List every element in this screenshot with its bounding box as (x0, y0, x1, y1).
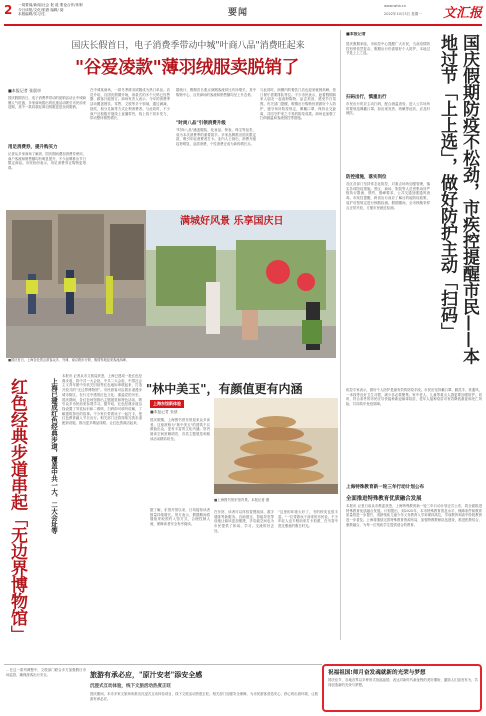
body-text-block: 记者从多家商场了解到，国庆期间叠加消费券使用，商户客流和销售额均有明显提升，不少品牌推出节日限定商品。市民纷纷表示，用足消费券让购物更划算。 (8, 152, 86, 171)
body-text-block: 国庆佳节，各地各界以多种形式祝福祖国，表达对新时代新征程的美好期盼，激励人们奋发有为，共同创造新的光荣与梦想。 (328, 678, 478, 687)
right-subhead: 防控措施，落实到位 (346, 175, 387, 180)
top-links (18, 3, 138, 17)
lead-subhead: "时尚八品"引领消费升级 (176, 121, 226, 126)
photo-caption: ■国庆首日，上海各处景点游客众多，外滩、南京路步行街、豫园等地迎来客流高峰。 (8, 358, 129, 362)
lead-subhead: 用足消费券，提升购买力 (8, 145, 58, 150)
bottom-subhead: 沉浸式互动体验，线下文旅活动热度正旺 (90, 684, 171, 689)
body-text-block: 市民出行时应主动扫码，配合测温查验，进入公共场所时要规范佩戴口罩。如出现发热、咳嗽等症状，应及时就医。 (346, 102, 430, 116)
street-photo (6, 210, 336, 358)
top-link-line[interactable]: 一周要闻/新闻/社会 报 道 要论合作/体制 (18, 3, 83, 7)
body-text-block: 国庆假期来临，市疾控中心提醒广大市民，当前疫情防控形势依然复杂，假期出行仍需做好个人防护，本地过节是上上之选。 (346, 42, 430, 56)
lead-byline: ■本报记者 张晨卓 (8, 88, 42, 93)
body-text-block: "时尚八品"涵盖服装、化妆品、钟表、珠宝等品类，成为本次消费季的重要抓手。多家品牌推出国庆限定款，吸引年轻消费者打卡。业内人士指出，消费升级趋势明显，品质消费、个性消费正成为新的增长点。 (176, 128, 256, 147)
body-text-block: 据统计，假期首日重点商圈客流同比有所增长，其中购物中心、百货商场的客流和销售额均呈上升态势。 (176, 88, 256, 97)
left-vertical-subhead: 上海已建成红色经典步道，覆盖中共一大、二大会址等 (50, 378, 58, 534)
right-subhead: 全面推进特殊教育优质融合发展 (346, 496, 422, 502)
highlighted-article-headline[interactable]: 祝福祖国!师月奋发魂就新的光荣与梦想 (328, 670, 426, 676)
bottom-headline: 旅游有承必应，"原汁安老"添安全感 (90, 670, 203, 679)
body-text-block: 国庆假期首日，电子消费季带动的促销活动让中城商圈人气旺盛，多家商场推出的优惠活动吸引市民前来选购，其中一款同款轻薄羽绒服更是卖到脱销。 (8, 96, 86, 110)
divider (4, 664, 322, 665)
body-text-block: 国庆假期，上海图书馆东馆迎来众多读者。这座被称为"林中美玉"的建筑不仅颜值出众，更有丰富的文化内涵。馆内阅读空间宽敞明亮，各类主题展览和阅读活动精彩纷呈。 (150, 418, 210, 441)
page-number: 2 (4, 3, 13, 17)
section-title: 要闻 (228, 8, 249, 18)
feature-tag: 上海东馆新体验 (150, 400, 184, 408)
body-text-block: 据了解，东馆开馆以来，日均接待读者数量持续增长。馆方表示，假期期间将继续采取预约入馆方式，合理控制人流，保障读者安全有序阅读。 (150, 508, 210, 527)
right-subhead: 上海特殊教育新一轮三年行动计划公布 (346, 485, 425, 490)
body-text-block: 本报讯 记者日前从市教委获悉，上海特殊教育新一轮三年行动计划正式公布，将全面推进特殊教育优质融合发展。计划提出，到2025年，本市特殊教育普及水平、保障条件和教育质量将进一步提升，适龄残疾儿童少年义务教育入学率保持高位，学前教育和高中阶段教育进一步普及。上海将继续完善特殊教育资源布局，加强特教教师队伍建设，推进医教结合、康教融合，为每一位残疾学生提供适合的教育。 (346, 504, 482, 527)
photo-collage (6, 210, 336, 358)
issue-date: 2022年10月3日 星期一 (384, 12, 422, 16)
right-byline: ■本报记者 (346, 32, 366, 36)
right-headline: 国庆假期防疫不松劲，市疾控提醒市民——本地过节「上上选」，做好防护主动「扫码」 (437, 34, 479, 364)
left-vertical-headline: 红色经典步道串起「无边界博物馆」 (7, 378, 27, 642)
lead-headline: "谷爱凌款"薄羽绒服卖脱销了 (74, 58, 300, 78)
top-link-line[interactable]: 今日读报/文化/旅游 编辑/ 阅 (18, 7, 64, 12)
body-text-block: "这里的环境太好了，书的种类也很丰富。"一位带着孩子前来的市民说。不少年轻人也专程前来打卡拍照，在书香中度过惬意的假日时光。 (278, 510, 338, 529)
right-subhead: 扫码出行，慎重出行 (346, 95, 387, 100)
body-text-block: 与此同时，商圈内的餐饮门店也迎来就餐高峰，热门餐厅需要排队等位。不少市民表示，趁着假期和家人朋友一起逛街购物、品尝美食，感受节日氛围。有关部门提醒，假期出行购物仍需做好个人防护，遵守场所防疫规定，佩戴口罩，保持社交距离，共同守护来之不易的防疫成果。商场也加强了扫码测温和客流管控等措施。 (260, 88, 336, 121)
body-text-block: …在这一系列调整中，文旅部门联合多方加强假日市场监管，确保游客出行安全。 (6, 668, 86, 677)
masthead (4, 2, 482, 26)
newspaper-logo: 文汇报 (442, 6, 482, 21)
body-text-block: 疾控专家表示，做好个人防护是最有效的防疫手段。市民应坚持戴口罩、勤洗手、常通风、一米线等良好卫生习惯，减少非必要聚集。家中老人、儿童等重点人群更要加强防护。同时，符合条件的市民应尽快接种新冠病毒疫苗，老年人接种疫苗可有效降低重症和死亡风险，共同筑牢免疫屏障。 (346, 388, 482, 407)
library-atrium-photo (214, 398, 338, 494)
feature-byline: ■本报记者 张祯 (150, 410, 178, 414)
body-text-block: 国庆期间，本市多家文旅场所推出沉浸式互动体验项目，线下文旅活动热度正旺。相关部门加强安全保障，为市民游客营造安心、舒心的出游环境，让旅游有承必应。 (90, 692, 318, 701)
lead-kicker: 国庆长假首日，电子消费季带动中城"叶商八品"消费旺起来 (71, 41, 305, 51)
body-text-block: 在中城某商场，一款冬季薄羽绒服成为热门单品。店员介绍，自国庆假期开始，该款式的多个尺码已经售罄，顾客只能预订。商场负责人表示，今年的消费季活动覆盖餐饮、零售、文旅等多个领域，通过满减、抽奖、积分兑换等方式让利消费者。与此同时，不少商户还积极开展线上直播带货，线上线下同步发力，带动整体销售增长。 (90, 88, 170, 121)
body-text-block: 本报讯 记者从市文旅局获悉，上海已建成一批红色经典步道，将中共一大会址、中共二大会址、中国社会主义青年团中央机关旧址等红色地标串联起来，打造开放式的"无边界博物馆"。市民游客可沿着步道漫步城市街区，在行走中感悟红色文化、重温党的历史。国庆期间，各红色场馆推出主题展览和特色活动，吸引众多市民前来参观学习。据介绍，红色经典步道沿线设置了导览标识和二维码，扫码即可收听讲解，了解建筑背后的故事。不少家长带着孩子一起打卡，把红色教育融入节日出行。相关部门还将持续完善步道配套设施，推出更多精品线路，让红色资源活起来。 (62, 374, 142, 426)
web-url: www.whb.cn (384, 4, 406, 8)
photo-caption: ■上海图书馆东馆内景。本报记者 摄 (214, 498, 270, 502)
feature-headline: "林中美玉"，有颜值更有内涵 (146, 382, 303, 396)
top-link-line[interactable]: 本版编辑/实习/生 (18, 12, 46, 17)
body-text-block: 在东馆，读者可以体验智慧阅读、数字展陈等新服务。自助借还、智能导览等设施让阅读更加便捷，多功能空间也为市民提供了休闲、学习、交流的好去处。 (214, 510, 274, 533)
photo-headline: 满城好风景 乐享国庆日 (180, 216, 284, 227)
body-text-block: 各区各部门坚持常态化防控，对重点场所加强管理，落实各项防疫措施。景区、商场、影院等人员密集场所严格执行限流、预约、错峰要求，公共交通加强通风消毒。市疾控提醒，跨省出行前应了解目的地防疫政策，返沪后按规定进行核酸检测。假期期间，全市核酸采样点正常开放，方便市民就近检测。 (346, 182, 430, 210)
